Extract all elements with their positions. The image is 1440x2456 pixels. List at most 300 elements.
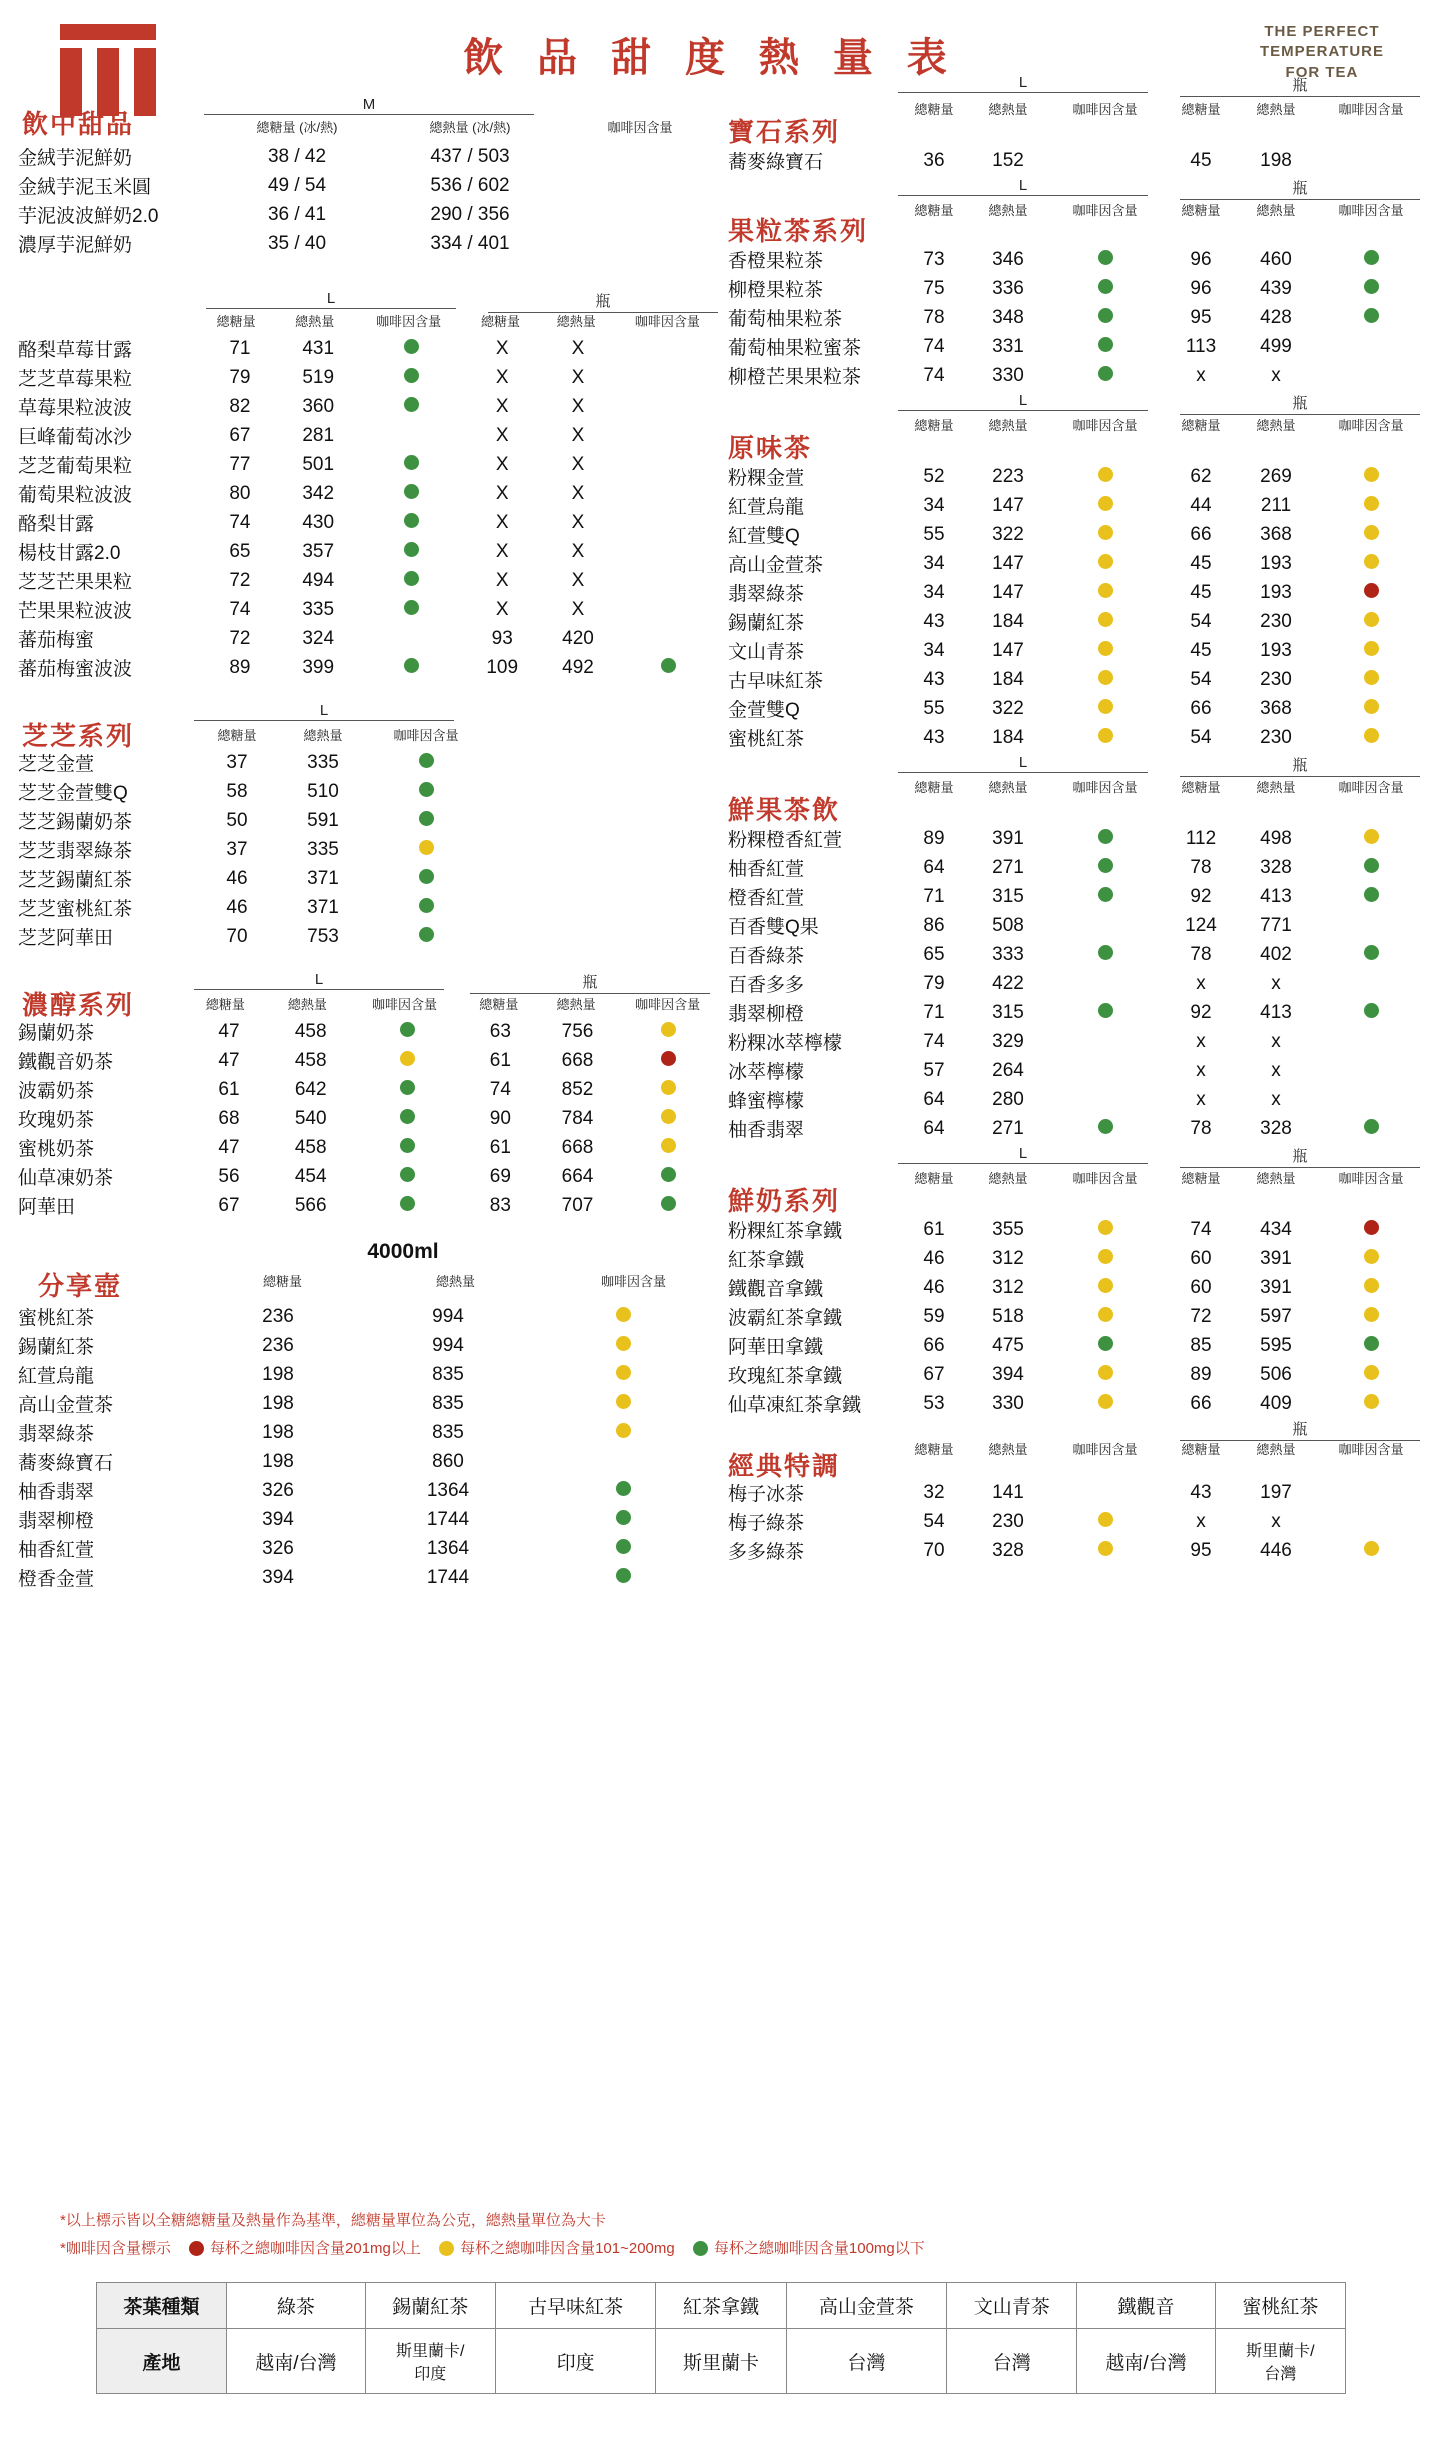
sugar-value: 73: [923, 248, 945, 270]
caffeine-cell: [1046, 940, 1164, 969]
caffeine-dot-low-icon: [1364, 279, 1379, 294]
item-name: 多多綠茶: [728, 1542, 805, 1563]
caffeine-cell: [1046, 824, 1164, 853]
item-name: 百香多多: [728, 975, 805, 996]
calorie-value: 335: [302, 598, 335, 620]
bottle-calorie-value: 197: [1260, 1481, 1292, 1503]
calorie-value: 184: [992, 726, 1024, 748]
caffeine-dot-low-icon: [1098, 308, 1113, 323]
sugar-value: 59: [923, 1305, 945, 1327]
tea-origin-cell: 印度: [495, 2329, 656, 2394]
item-name: 橙香金萱: [18, 1569, 95, 1590]
bottle-caffeine-cell: [616, 450, 720, 479]
item-name: 芝芝蜜桃紅茶: [18, 899, 133, 920]
caffeine-dot-medium-icon: [616, 1336, 631, 1351]
calorie-value: 330: [992, 364, 1024, 386]
caffeine-cell: [1046, 361, 1164, 390]
bottle-sugar-value: 45: [1190, 149, 1212, 171]
calorie-value: 271: [992, 1117, 1024, 1139]
calorie-value: 328: [992, 1539, 1024, 1561]
caffeine-dot-medium-icon: [1098, 1220, 1113, 1235]
bottle-calorie-value: 771: [1260, 914, 1292, 936]
section-title: 飲中甜品: [22, 110, 135, 140]
caffeine-cell: [1046, 1389, 1164, 1418]
item-name: 紅茶拿鐵: [728, 1250, 805, 1271]
bottle-sugar-value: 69: [489, 1165, 511, 1187]
table-row: [728, 911, 1428, 940]
caffeine-cell: [1046, 274, 1164, 303]
size-label-bottle: 瓶: [1180, 74, 1420, 97]
caffeine-cell: [538, 1505, 708, 1534]
caffeine-dot-medium-icon: [1098, 1307, 1113, 1322]
size-label-l: L: [206, 290, 456, 309]
col-header-cal: 總熱量: [295, 314, 335, 329]
bottle-caffeine-cell: [1314, 824, 1428, 853]
bottle-caffeine-cell: [616, 624, 720, 653]
sugar-value: 65: [229, 540, 251, 562]
caffeine-dot-medium-icon: [1364, 1394, 1379, 1409]
caffeine-dot-high-icon: [1364, 1220, 1379, 1235]
tea-origin-cell: 斯里蘭卡/ 台灣: [1215, 2329, 1345, 2394]
sugar-value: 77: [229, 453, 251, 475]
item-name: 蕎麥綠寶石: [18, 1453, 114, 1474]
sugar-value: 82: [229, 395, 251, 417]
calorie-value: 458: [294, 1049, 327, 1071]
item-name: 紅萱烏龍: [728, 497, 805, 518]
item-name: 錫蘭紅茶: [18, 1337, 95, 1358]
sugar-value: 55: [923, 523, 945, 545]
table-row: [18, 1563, 720, 1592]
calorie-value: 835: [432, 1421, 464, 1443]
bottle-calorie-value: 707: [561, 1194, 594, 1216]
bottle-sugar-value: 45: [1190, 552, 1212, 574]
bottle-caffeine-cell: [1314, 969, 1428, 998]
caffeine-cell: [357, 595, 464, 624]
caffeine-dot-low-icon: [1098, 945, 1113, 960]
bottle-calorie-value: 230: [1260, 726, 1292, 748]
caffeine-cell: [1046, 665, 1164, 694]
bottle-caffeine-cell: [616, 363, 720, 392]
origin-row-header-tea: 茶葉種類: [97, 2283, 227, 2329]
caffeine-cell: [1046, 853, 1164, 882]
bottle-calorie-value: 506: [1260, 1363, 1292, 1385]
caffeine-dot-medium-icon: [1098, 641, 1113, 656]
caffeine-cell: [352, 1191, 463, 1220]
section-title: 寶石系列: [728, 118, 841, 148]
caffeine-cell: [538, 1447, 708, 1476]
caffeine-cell: [357, 653, 464, 682]
caffeine-dot-low-icon: [1098, 337, 1113, 352]
bottle-calorie-value: X: [571, 511, 585, 533]
bottle-sugar-value: x: [1196, 364, 1206, 386]
bottle-calorie-value: x: [1271, 972, 1281, 994]
tea-type-cell: 紅茶拿鐵: [656, 2283, 786, 2329]
table-row: [728, 1027, 1428, 1056]
item-name: 翡翠綠茶: [728, 584, 805, 605]
bottle-sugar-value: 74: [489, 1078, 511, 1100]
caffeine-dot-low-icon: [1364, 1003, 1379, 1018]
size-label-bottle: 瓶: [1180, 1418, 1420, 1441]
table-row: [728, 245, 1428, 274]
item-name: 芝芝阿華田: [18, 928, 114, 949]
bottle-calorie-value: 193: [1260, 639, 1292, 661]
table-row: [18, 922, 720, 951]
caffeine-cell: [1046, 245, 1164, 274]
bottle-sugar-value: 78: [1190, 1117, 1212, 1139]
caffeine-dot-medium-icon: [1098, 467, 1113, 482]
sugar-value: 236: [262, 1334, 294, 1356]
calorie-value: 508: [992, 914, 1024, 936]
size-label-m: M: [204, 96, 534, 115]
bottle-sugar-value: 78: [1190, 856, 1212, 878]
caffeine-dot-medium-icon: [1364, 699, 1379, 714]
origin-header-row: [97, 2283, 1346, 2329]
bottle-calorie-value: 368: [1260, 523, 1292, 545]
caffeine-dot-medium-icon: [616, 1307, 631, 1322]
caffeine-dot-medium-icon: [1364, 496, 1379, 511]
caffeine-dot-medium-icon: [661, 1022, 676, 1037]
bottle-caffeine-cell: [1314, 1027, 1428, 1056]
item-name: 阿華田: [18, 1197, 76, 1218]
sugar-value: 64: [923, 1088, 945, 1110]
sugar-value: 72: [229, 569, 251, 591]
bottle-sugar-value: X: [495, 424, 509, 446]
bottle-sugar-value: X: [495, 395, 509, 417]
bottle-calorie-value: 391: [1260, 1276, 1292, 1298]
caffeine-dot-medium-icon: [1364, 670, 1379, 685]
bottle-caffeine-cell: [1314, 1085, 1428, 1114]
sugar-value: 34: [923, 552, 945, 574]
table-row: [18, 1534, 720, 1563]
calorie-value: 335: [307, 751, 339, 773]
item-name: 錫蘭紅茶: [728, 613, 805, 634]
bottle-calorie-value: x: [1271, 364, 1281, 386]
caffeine-dot-medium-icon: [1098, 496, 1113, 511]
caffeine-cell: [1046, 491, 1164, 520]
bottle-sugar-value: x: [1196, 1059, 1206, 1081]
caffeine-cell: [366, 777, 486, 806]
caffeine-dot-low-icon: [400, 1022, 415, 1037]
bottle-sugar-value: X: [495, 337, 509, 359]
tea-type-cell: 高山金萱茶: [786, 2283, 947, 2329]
item-name: 芝芝金萱雙Q: [18, 783, 128, 804]
bottle-sugar-value: X: [495, 482, 509, 504]
table-row: [728, 824, 1428, 853]
bottle-caffeine-cell: [616, 392, 720, 421]
sugar-value: 37: [226, 838, 248, 860]
caffeine-dot-low-icon: [1098, 829, 1113, 844]
legend-dot-medium-icon: [439, 2241, 454, 2256]
sugar-value: 67: [229, 424, 251, 446]
bottle-sugar-value: 62: [1190, 465, 1212, 487]
table-row: [728, 665, 1428, 694]
bottle-caffeine-cell: [1314, 636, 1428, 665]
caffeine-cell: [1046, 998, 1164, 1027]
calorie-value: 591: [307, 809, 339, 831]
legend-text-medium: 每杯之總咖啡因含量101~200mg: [460, 2239, 675, 2257]
caffeine-dot-low-icon: [400, 1167, 415, 1182]
calorie-value: 994: [432, 1334, 464, 1356]
item-name: 梅子冰茶: [728, 1484, 805, 1505]
caffeine-cell: [1046, 1114, 1164, 1143]
bottle-calorie-value: 597: [1260, 1305, 1292, 1327]
caffeine-cell: [1046, 332, 1164, 361]
bottle-calorie-value: 193: [1260, 581, 1292, 603]
item-name: 酪梨甘露: [18, 514, 95, 535]
bottle-calorie-value: 668: [561, 1136, 594, 1158]
bottle-sugar-value: 95: [1190, 306, 1212, 328]
table-row: [18, 1476, 720, 1505]
table-row: [728, 146, 1428, 175]
sugar-value: 79: [229, 366, 251, 388]
table-row: [18, 1162, 720, 1191]
item-name: 冰萃檸檬: [728, 1062, 805, 1083]
caffeine-cell: [1046, 1536, 1164, 1565]
calorie-value: 281: [302, 424, 335, 446]
caffeine-cell: [1046, 1331, 1164, 1360]
caffeine-dot-medium-icon: [1098, 1512, 1113, 1527]
bottle-caffeine-cell: [1314, 1302, 1428, 1331]
bottle-sugar-value: 44: [1190, 494, 1212, 516]
caffeine-dot-medium-icon: [1098, 699, 1113, 714]
calorie-value: 391: [992, 827, 1024, 849]
bottle-caffeine-cell: [1314, 853, 1428, 882]
table-row: [728, 1507, 1428, 1536]
bottle-calorie-value: 409: [1260, 1392, 1292, 1414]
item-name: 紅萱烏龍: [18, 1366, 95, 1387]
caffeine-dot-low-icon: [1098, 887, 1113, 902]
table-row: [18, 653, 720, 682]
bottle-calorie-value: 499: [1260, 335, 1292, 357]
calorie-value: 1744: [426, 1508, 470, 1530]
table-row: [18, 479, 720, 508]
table-row: [728, 723, 1428, 752]
table-row: 金絨芋泥鮮奶 38 / 42 437 / 503: [18, 145, 510, 169]
caffeine-dot-medium-icon: [1364, 467, 1379, 482]
caffeine-dot-low-icon: [419, 753, 434, 768]
bottle-calorie-value: 230: [1260, 668, 1292, 690]
calorie-value: 264: [992, 1059, 1024, 1081]
bottle-sugar-value: x: [1196, 972, 1206, 994]
caffeine-dot-medium-icon: [1364, 1307, 1379, 1322]
caffeine-dot-low-icon: [1364, 1336, 1379, 1351]
bottle-calorie-value: 498: [1260, 827, 1292, 849]
sugar-value: 47: [218, 1020, 240, 1042]
calorie-value: 152: [992, 149, 1024, 171]
section-fruit-specials: [18, 290, 720, 682]
sugar-value: 46: [923, 1247, 945, 1269]
caffeine-dot-low-icon: [419, 898, 434, 913]
caffeine-cell: [366, 864, 486, 893]
origin-value-row: [97, 2329, 1346, 2394]
item-name: 柳橙芒果果粒茶: [728, 367, 862, 388]
item-name: 翡翠綠茶: [18, 1424, 95, 1445]
sugar-value: 36: [923, 149, 945, 171]
sugar-value: 67: [218, 1194, 240, 1216]
size-label-bottle: 瓶: [470, 971, 710, 994]
table-row: [728, 1244, 1428, 1273]
table-row: [728, 940, 1428, 969]
item-name: 翡翠柳橙: [728, 1004, 805, 1025]
bottle-caffeine-cell: [616, 421, 720, 450]
bottle-caffeine-cell: [617, 1162, 720, 1191]
caffeine-cell: [357, 566, 464, 595]
col-header-caffeine: 咖啡因含量: [376, 314, 442, 329]
table-row: [18, 1133, 720, 1162]
caffeine-dot-low-icon: [400, 1109, 415, 1124]
caffeine-cell: [366, 922, 486, 951]
sugar-value: 198: [262, 1450, 294, 1472]
caffeine-dot-low-icon: [419, 782, 434, 797]
origin-row-header-origin: 產地: [97, 2329, 227, 2394]
caffeine-dot-medium-icon: [1098, 583, 1113, 598]
sugar-value: 61: [923, 1218, 945, 1240]
caffeine-cell: [1046, 882, 1164, 911]
caffeine-dot-low-icon: [404, 571, 419, 586]
item-name: 巨峰葡萄冰沙: [18, 427, 133, 448]
table-row: [18, 450, 720, 479]
brand-tagline-line-2: TEMPERATURE: [1259, 43, 1384, 61]
tea-origin-table-wrap: [96, 2282, 1346, 2394]
bottle-caffeine-cell: [1314, 1114, 1428, 1143]
calorie-value: 315: [992, 1001, 1024, 1023]
calorie-value: 230: [992, 1510, 1024, 1532]
bottle-caffeine-cell: [1314, 911, 1428, 940]
bottle-caffeine-cell: [1314, 578, 1428, 607]
table-row: [18, 1046, 720, 1075]
caffeine-dot-medium-icon: [1098, 670, 1113, 685]
caffeine-dot-medium-icon: [1098, 1278, 1113, 1293]
shared-pot-volume: 4000ml: [367, 1240, 439, 1263]
tea-origin-cell: 台灣: [947, 2329, 1077, 2394]
sugar-value: 64: [923, 1117, 945, 1139]
sugar-value: 74: [229, 598, 251, 620]
caffeine-cell: [352, 1017, 463, 1046]
table-row: 金絨芋泥玉米圓 49 / 54 536 / 602: [18, 174, 510, 198]
table-row: [18, 508, 720, 537]
bottle-calorie-value: 328: [1260, 1117, 1292, 1139]
bottle-calorie-value: X: [571, 453, 585, 475]
bottle-caffeine-cell: [1314, 1478, 1428, 1507]
caffeine-cell: [1046, 1085, 1164, 1114]
caffeine-cell: [1046, 462, 1164, 491]
caffeine-cell: [538, 1476, 708, 1505]
caffeine-dot-low-icon: [404, 542, 419, 557]
table-row: [18, 1389, 720, 1418]
sugar-value: 46: [226, 867, 248, 889]
table-shared-pot: [18, 1302, 720, 1592]
section-original-tea: 原味茶 L 瓶 總糖量 總熱量 咖啡因含量 總糖量 總熱量 咖啡因含量 粉粿金萱 52 223 62 269 紅萱烏龍 34 147 44 211 紅萱雙Q 55 322 66 368 高山金萱茶 34 147 45 193 翡翠綠茶 34 147 45 193 錫蘭紅茶 43 184 54 230 文山青茶 34 147 45 193 古早味紅茶 43 184 54 230 金萱雙Q 55 322 66 368 蜜桃紅茶 43 184 54 230: [728, 410, 1428, 752]
caffeine-cell: [1046, 1360, 1164, 1389]
caffeine-cell: [357, 537, 464, 566]
calorie-value: 223: [992, 465, 1024, 487]
sugar-value: 198: [262, 1363, 294, 1385]
tea-type-cell: 蜜桃紅茶: [1215, 2283, 1345, 2329]
table-classic-special: [728, 1478, 1428, 1565]
size-label-l: L: [194, 702, 454, 721]
table-rich-milk-tea: [18, 1017, 720, 1220]
bottle-calorie-value: 391: [1260, 1247, 1292, 1269]
caffeine-dot-low-icon: [1098, 279, 1113, 294]
bottle-sugar-value: 92: [1190, 1001, 1212, 1023]
caffeine-cell: [1046, 1273, 1164, 1302]
section-title: 分享壺: [38, 1272, 123, 1302]
calorie-value: 360: [302, 395, 335, 417]
bottle-sugar-value: 96: [1190, 248, 1212, 270]
caffeine-cell: [538, 1302, 708, 1331]
table-row: [728, 853, 1428, 882]
bottle-caffeine-cell: [617, 1075, 720, 1104]
col-header-caffeine-bottle: 咖啡因含量: [634, 314, 700, 329]
caffeine-dot-low-icon: [404, 513, 419, 528]
item-name: 葡萄柚果粒茶: [728, 309, 843, 330]
caffeine-cell: [1046, 1302, 1164, 1331]
caffeine-cell: [357, 392, 464, 421]
bottle-caffeine-cell: [1314, 245, 1428, 274]
caffeine-dot-low-icon: [1098, 1003, 1113, 1018]
legend-title: *咖啡因含量標示: [60, 2239, 171, 2257]
bottle-sugar-value: 83: [489, 1194, 511, 1216]
item-name: 蕎麥綠寶石: [728, 152, 824, 173]
caffeine-cell: [357, 363, 464, 392]
sugar-value: 71: [923, 885, 945, 907]
bottle-sugar-value: 85: [1190, 1334, 1212, 1356]
bottle-caffeine-cell: [1314, 462, 1428, 491]
caffeine-dot-high-icon: [1364, 583, 1379, 598]
bottle-calorie-value: 852: [561, 1078, 594, 1100]
sugar-value: 43: [923, 726, 945, 748]
calorie-value: 333: [992, 943, 1024, 965]
caffeine-dot-medium-icon: [1364, 728, 1379, 743]
caffeine-dot-low-icon: [1364, 945, 1379, 960]
sugar-value: 52: [923, 465, 945, 487]
bottle-sugar-value: 61: [489, 1049, 511, 1071]
bottle-sugar-value: 43: [1190, 1481, 1212, 1503]
table-row: [728, 1085, 1428, 1114]
item-name: 柚香紅萱: [18, 1540, 95, 1561]
bottle-calorie-value: 230: [1260, 610, 1292, 632]
caffeine-dot-low-icon: [1098, 250, 1113, 265]
caffeine-cell: [352, 1162, 463, 1191]
bottle-sugar-value: 54: [1190, 668, 1212, 690]
bottle-calorie-value: 211: [1260, 494, 1292, 516]
bottle-calorie-value: 756: [561, 1020, 594, 1042]
caffeine-cell: [1046, 520, 1164, 549]
table-row: [18, 421, 720, 450]
table-row: [728, 607, 1428, 636]
bottle-caffeine-cell: [617, 1046, 720, 1075]
tea-type-cell: 綠茶: [227, 2283, 366, 2329]
sugar-value: 86: [923, 914, 945, 936]
caffeine-dot-low-icon: [1364, 250, 1379, 265]
table-row: 濃厚芋泥鮮奶 35 / 40 334 / 401: [18, 232, 510, 256]
sugar-value: 61: [218, 1078, 240, 1100]
calorie-value: 342: [302, 482, 335, 504]
sugar-value: 70: [923, 1539, 945, 1561]
table-row: [18, 537, 720, 566]
item-name: 玫瑰紅茶拿鐵: [728, 1366, 843, 1387]
caffeine-dot-low-icon: [1364, 1119, 1379, 1134]
item-name: 玫瑰奶茶: [18, 1110, 95, 1131]
item-name: 芝芝翡翠綠茶: [18, 841, 133, 862]
calorie-value: 518: [992, 1305, 1024, 1327]
caffeine-cell: [538, 1331, 708, 1360]
caffeine-dot-low-icon: [404, 455, 419, 470]
bottle-caffeine-cell: [1314, 665, 1428, 694]
table-row: [728, 1273, 1428, 1302]
item-name: 金萱雙Q: [728, 700, 800, 721]
sugar-value: 32: [923, 1481, 945, 1503]
